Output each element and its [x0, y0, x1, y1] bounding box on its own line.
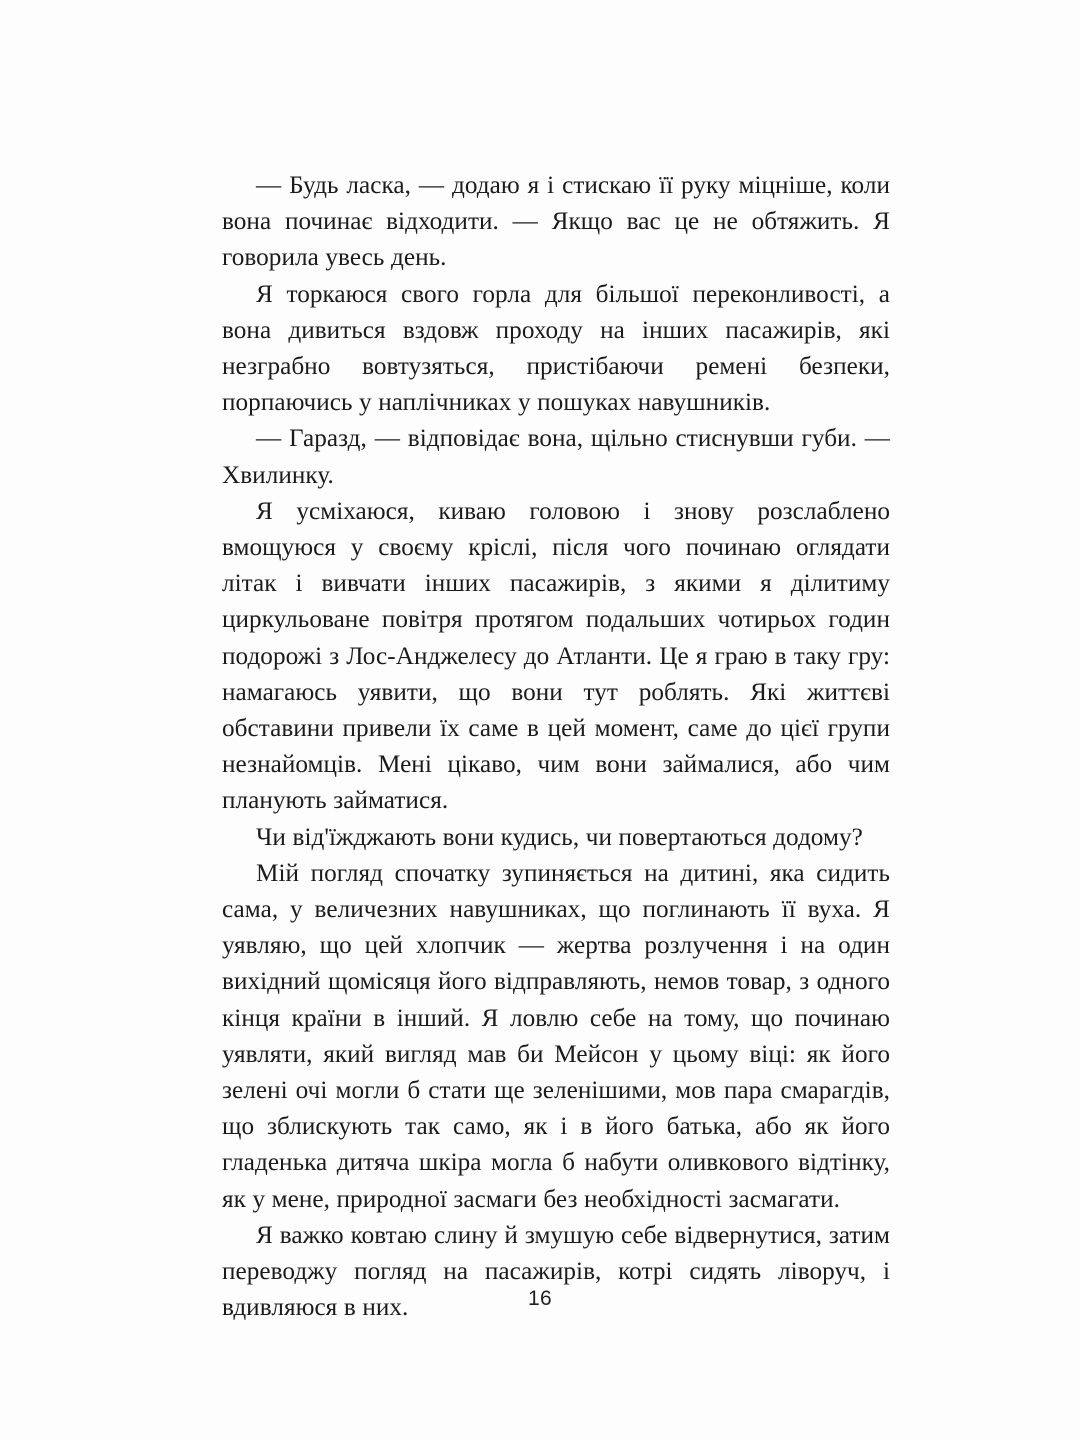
- paragraph-3: — Гаразд, — відповідає вона, щільно стиснувши губи. — Хвилинку.: [222, 425, 890, 489]
- paragraph-4: Я усміхаюся, киваю головою і знову розслаблено вмощуюся у своєму кріслі, після чого починаю оглядати літак і вивчати інших пасажирів, з якими я ділитиму циркульоване повітря протягом подальших чотирьох годин подорожі з Лос-Анджелесу до Атланти. Це я граю в таку гру: намагаюсь уявити, що вони тут роблять. Які життєві обставини привели їх саме в цей момент, саме до цієї групи незнайомців. Мені цікаво, чим вони займалися, або чим планують займатися.: [222, 497, 890, 815]
- paragraph-5: Чи від'їжджають вони кудись, чи повертаються додому?: [256, 823, 863, 851]
- page-text-block: [222, 168, 890, 1327]
- paragraph-7: Я важко ковтаю слину й змушую себе відвернутися, затим переводжу погляд на пасажирів, котрі сидять ліворуч, і вдивляюся в них.: [222, 1221, 890, 1322]
- paragraph-6: Мій погляд спочатку зупиняється на дитині, яка сидить сама, у величезних навушниках, що поглинають її вуха. Я уявляю, що цей хлопчик — жертва розлучення і на один вихідний щомісяця його відправляють, немов товар, з одного кінця країни в інший. Я ловлю себе на тому, що починаю уявляти, який вигляд мав би Мейсон у цьому віці: як його зелені очі могли б стати ще зеленішими, мов пара смарагдів, що зблискують так само, як і в його батька, або як його гладенька дитяча шкіра могла б набути оливкового відтінку, як у мене, природної засмаги без необхідності засмагати.: [222, 859, 890, 1213]
- page-number: 16: [528, 1287, 552, 1310]
- paragraph-1: — Будь ласка, — додаю я і стискаю її руку міцніше, коли вона починає відходити. — Якщо вас це не обтяжить. Я говорила увесь день.: [222, 172, 890, 272]
- paragraph-2: Я торкаюся свого горла для більшої переконливості, а вона дивиться вздовж проходу на інших пасажирів, які незграбно вовтузяться, пристібаючи ремені безпеки, порпаючись у наплічниках у пошуках навушників.: [222, 280, 890, 417]
